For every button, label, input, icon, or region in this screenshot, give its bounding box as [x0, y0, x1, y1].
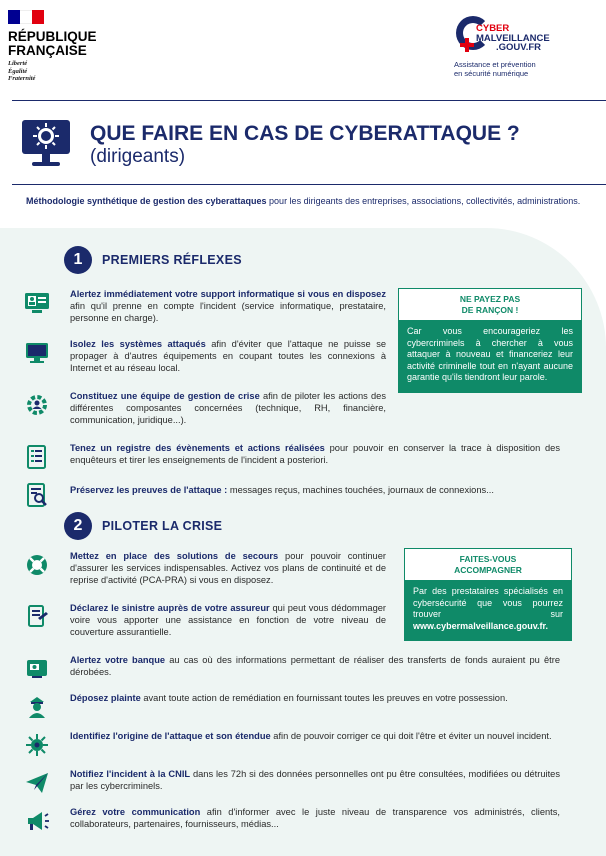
gov-name: RÉPUBLIQUE FRANÇAISE: [8, 29, 97, 58]
lifebuoy-icon: [22, 550, 52, 586]
cybermalveillance-link[interactable]: www.cybermalveillance.gouv.fr.: [413, 620, 549, 631]
french-flag-icon: [8, 10, 44, 24]
cross-icon: [460, 38, 474, 52]
team-icon: [22, 390, 52, 426]
callout-get-support: [404, 548, 572, 641]
register-icon: [22, 442, 52, 470]
callout-title: FAITES-VOUS ACCOMPAGNER: [405, 549, 571, 580]
list-item: Identifiez l'origine de l'attaque et son étendue afin de pouvoir corriger ce qui doit l'être et éviter un nouvel incident.: [22, 730, 560, 758]
list-item: Gérez votre communication afin d'informer avec le juste niveau de transparence vos administrés, clients, collaborateurs, partenaires, fournisseurs, médias...: [22, 806, 560, 834]
police-icon: [22, 692, 52, 720]
megaphone-icon: [22, 806, 52, 834]
section-title: PILOTER LA CRISE: [102, 519, 223, 533]
list-item: Constituez une équipe de gestion de crise afin de piloter les actions des différentes composantes concernées (technique, RH, financière, communication, juridique...).: [22, 390, 386, 426]
list-item: Mettez en place des solutions de secours pour pouvoir continuer d'assurer les services indispensables. Activez vos plans de continuité et de reprise d'activité (PCA-PRA) si vous en disposez.: [22, 550, 386, 586]
list-item: Alertez immédiatement votre support informatique si vous en disposez afin qu'il prenne en compte l'incident (service informatique, prestataire, personne en charge).: [22, 288, 386, 324]
list-item: Déposez plainte avant toute action de remédiation en fournissant toutes les preuves en votre possession.: [22, 692, 560, 720]
callout-body: Car vous encourageriez les cybercriminels à chercher à vous attaquer à nouveau et financeriez leur activité criminelle tout en n'ayant aucune garantie qu'ils tiendront leur parole.: [399, 320, 581, 392]
send-icon: [22, 768, 52, 796]
callout-body: Par des prestataires spécialisés en cybersécurité que vous pourrez trouver sur www.cybermalveillance.gouv.fr.: [405, 580, 571, 640]
header-divider: [12, 100, 606, 101]
section-number: 1: [64, 246, 92, 274]
list-item: Tenez un registre des évènements et actions réalisées pour pouvoir en conserver la trace à disposition des enquêteurs et tirer les enseignements de l'incident a posteriori.: [22, 442, 560, 470]
logo-subtitle: Assistance et prévention en sécurité numérique: [454, 60, 536, 78]
republique-francaise-logo: [8, 10, 108, 83]
insurance-icon: [22, 602, 52, 638]
bank-icon: [22, 654, 52, 682]
title-divider: [12, 184, 606, 185]
cybermalveillance-logo: [454, 14, 604, 78]
support-icon: [22, 288, 52, 324]
list-item: Notifiez l'incident à la CNIL dans les 72h si des données personnelles ont pu être consultées, modifiées ou détruites par les cybercriminels.: [22, 768, 560, 796]
callout-title: NE PAYEZ PAS DE RANÇON !: [399, 289, 581, 320]
callout-no-ransom: [398, 288, 582, 393]
logo-text: CYBER MALVEILLANCE .GOUV.FR: [476, 23, 550, 53]
section-2-heading: [64, 512, 222, 540]
section-1-heading: [64, 246, 242, 274]
section-number: 2: [64, 512, 92, 540]
list-item: Isolez les systèmes attaqués afin d'éviter que l'attaque ne puisse se propager à d'autres équipements en coupant toutes les connexions à Internet et au réseau local.: [22, 338, 386, 374]
intro-text: Méthodologie synthétique de gestion des cyberattaques pour les dirigeants des entreprises, associations, collectivités, administrations.: [26, 196, 581, 206]
virus-monitor-icon: [20, 114, 72, 170]
section-title: PREMIERS RÉFLEXES: [102, 253, 242, 267]
list-item: Alertez votre banque au cas où des informations permettant de réaliser des transferts de fonds auraient pu être dérobées.: [22, 654, 560, 682]
virus-icon: [22, 730, 52, 758]
computer-icon: [22, 338, 52, 374]
list-item: Déclarez le sinistre auprès de votre assureur qui peut vous dédommager voire vous apporter une assistance en fonction de votre niveau de couverture assurantielle.: [22, 602, 386, 638]
gov-motto: Liberté Égalité Fraternité: [8, 60, 36, 82]
list-item: Préservez les preuves de l'attaque : messages reçus, machines touchées, journaux de connexions...: [22, 480, 560, 508]
evidence-icon: [22, 480, 52, 508]
page-title: QUE FAIRE EN CAS DE CYBERATTAQUE ? (dirigeants): [90, 122, 520, 167]
